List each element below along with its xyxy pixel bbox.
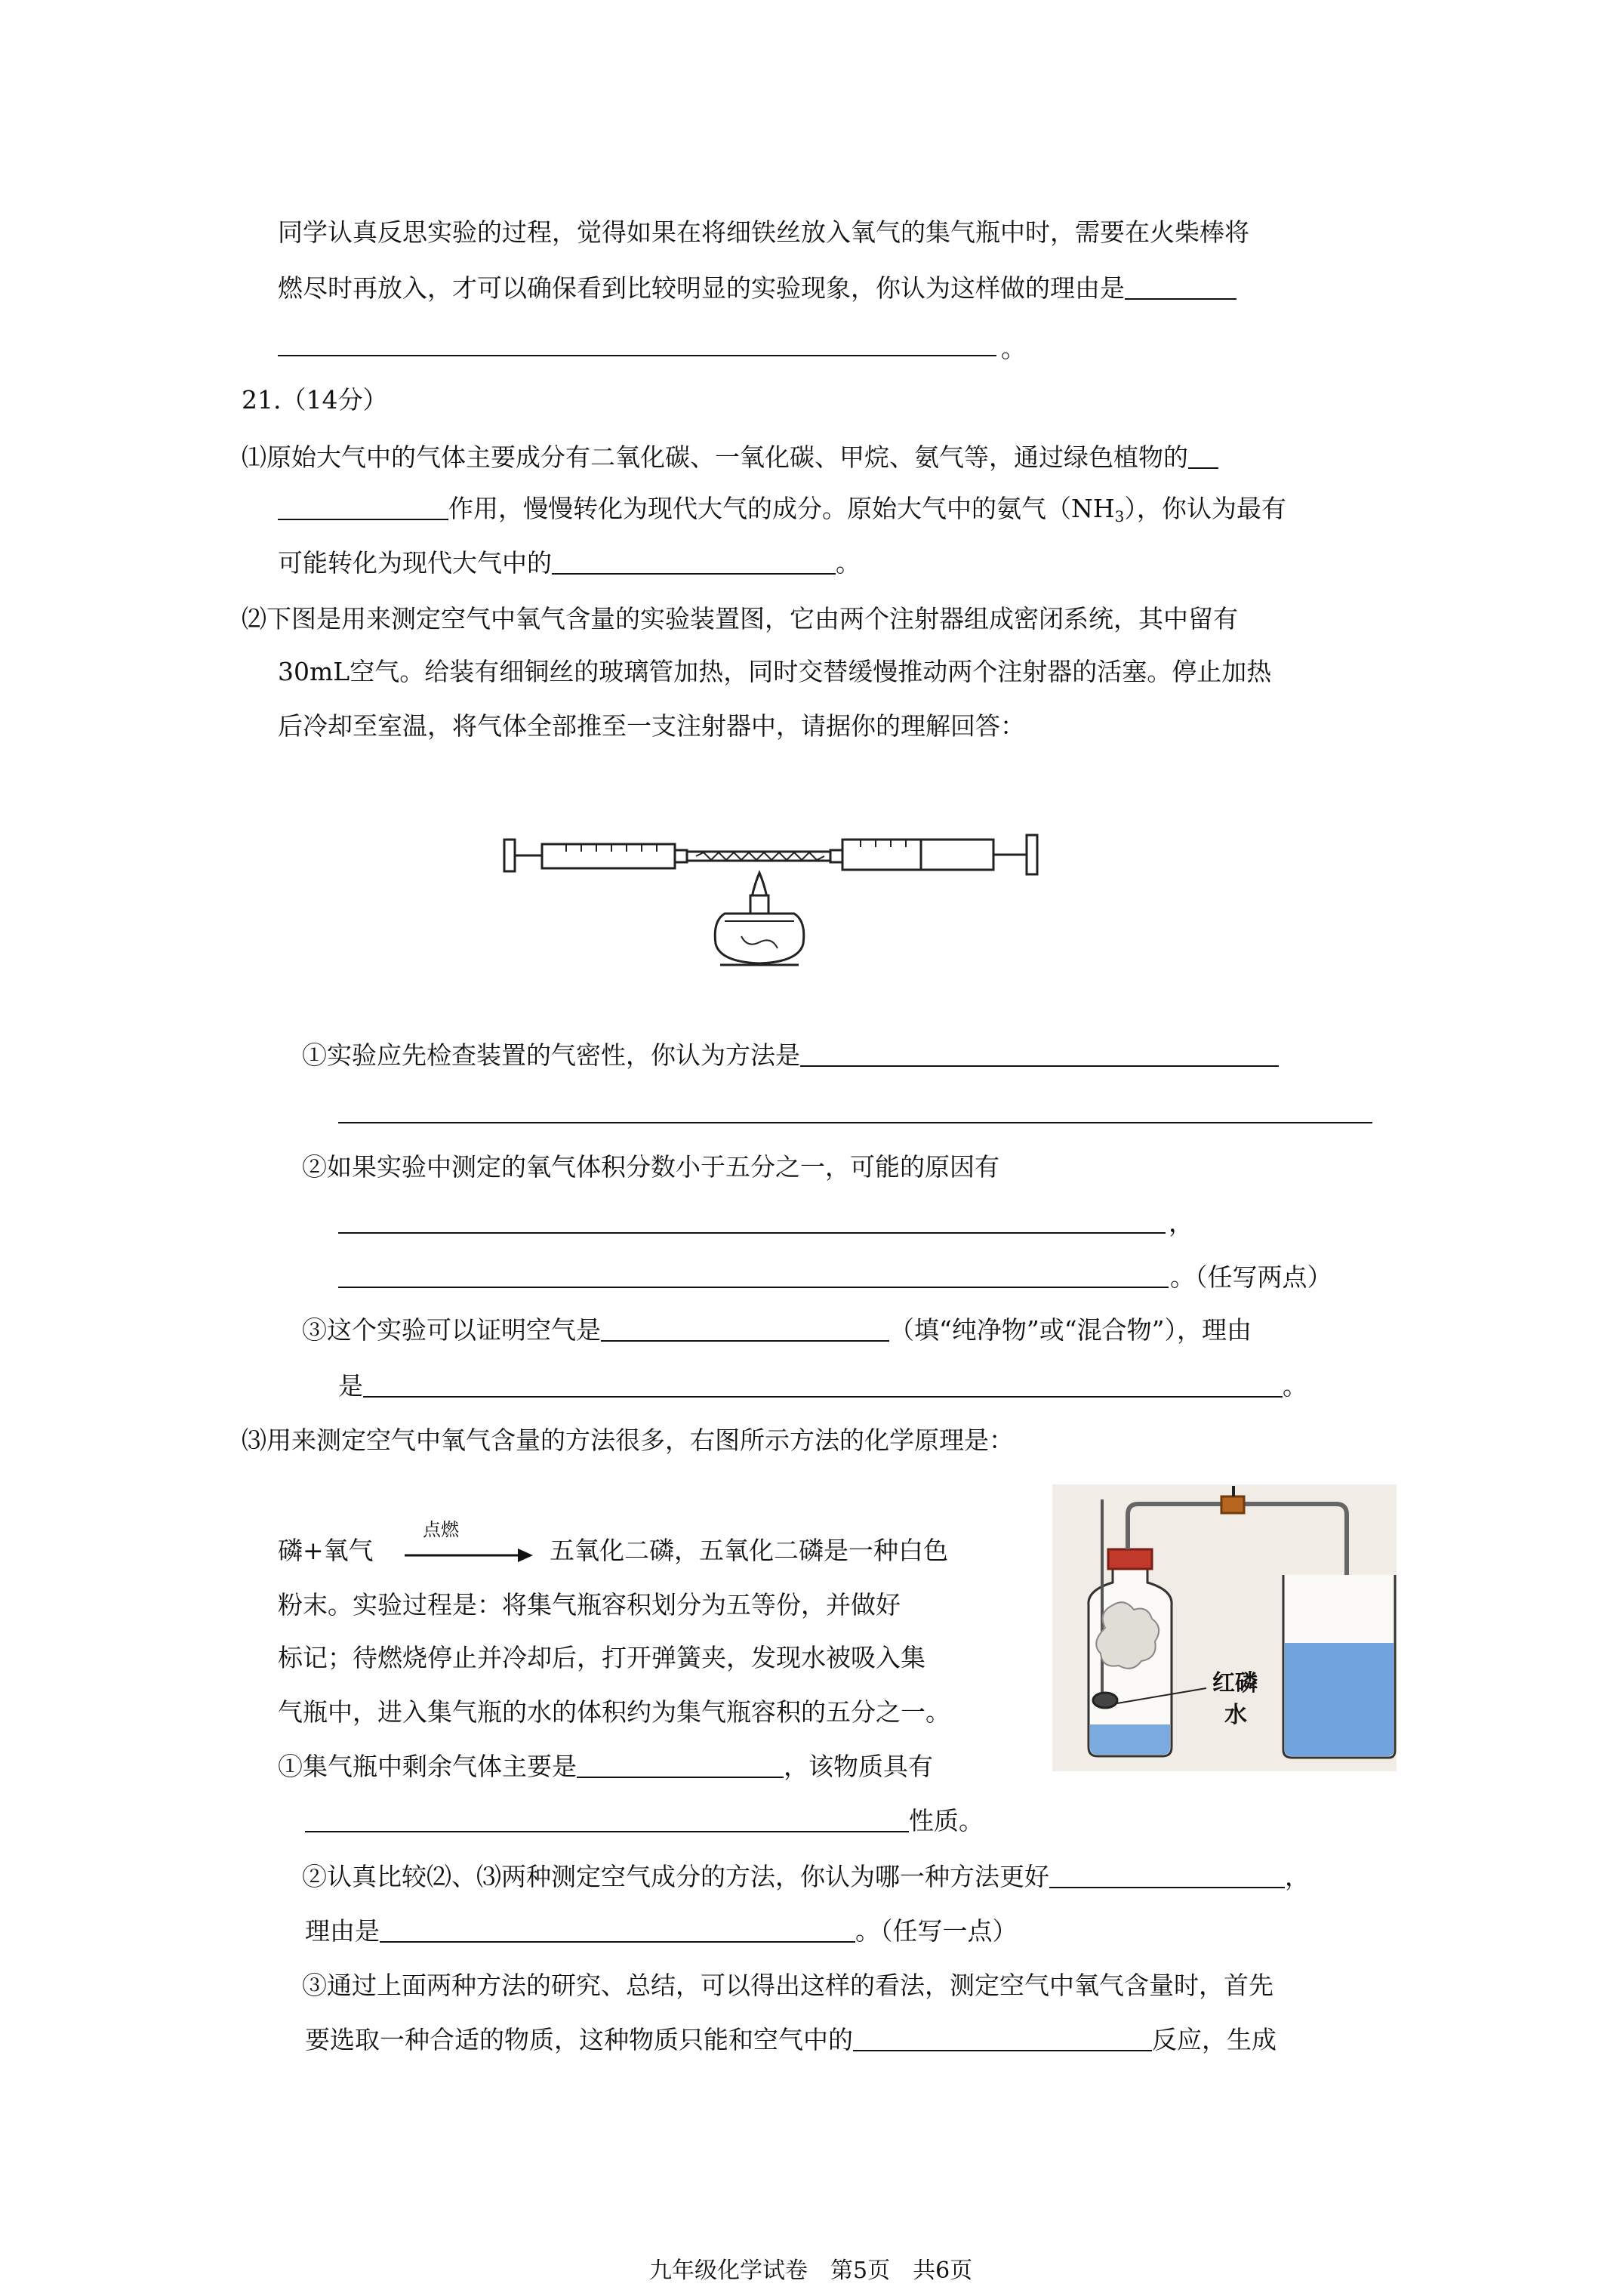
q21-p3-s1-line1 (278, 1750, 933, 1783)
q21-p2-s2-comma: ， (1169, 1208, 1193, 1237)
q21-p1-line2-text-a: 作用，慢慢转化为现代大气的成分。原始大气中的氨气（NH (448, 494, 1115, 523)
q21-p3-line5: 气瓶中，进入集气瓶的水的体积约为集气瓶容积的五分之一。 (278, 1697, 950, 1727)
q20-answer-blank-1[interactable] (1125, 273, 1236, 300)
q21-p2-s3-line2 (338, 1370, 1307, 1403)
q21-p3-s3-text-b: 要选取一种合适的物质，这种物质只能和空气中的 (305, 2025, 853, 2054)
q21-p1-line1-text: ⑴原始大气中的气体主要成分有二氧化碳、一氧化碳、甲烷、氨气等，通过绿色植物的 (242, 442, 1188, 472)
q21-p3-eq-right: 五氧化二磷，五氧化二磷是一种白色 (550, 1536, 948, 1565)
beaker-water (1285, 1643, 1394, 1756)
q21-p1-line3-end: 。 (836, 548, 861, 578)
page-footer: 九年级化学试卷 第5页 共6页 (649, 2257, 973, 2284)
rubber-stopper (1108, 1549, 1152, 1569)
q20-answer-blank-2[interactable] (278, 355, 996, 356)
q21-p1-line3-text: 可能转化为现代大气中的 (278, 548, 552, 578)
q21-p3-s1-text-a: ①集气瓶中剩余气体主要是 (278, 1752, 577, 1781)
q21-p3-s2-text-c: 理由是 (305, 1916, 380, 1946)
q21-p3-s2-blank-1[interactable] (1049, 1861, 1285, 1888)
q20-line2-text: 燃尽时再放入，才可以确保看到比较明显的实验现象，你认为这样做的理由是 (278, 273, 1125, 303)
q21-p2-line1: ⑵下图是用来测定空气中氧气含量的实验装置图，它由两个注射器组成密闭系统，其中留有 (242, 604, 1238, 633)
q21-p2-s1-blank-a[interactable] (800, 1040, 1279, 1067)
label-water: 水 (1224, 1702, 1247, 1728)
q21-p3-s2-line2 (305, 1915, 1018, 1948)
q21-p3-s3-line1: ③通过上面两种方法的研究、总结，可以得出这样的看法，测定空气中氧气含量时，首先 (302, 1971, 1273, 2000)
q20-line2 (278, 272, 1236, 305)
q21-p3-s2-text-d: 。（任写一点） (855, 1916, 1018, 1946)
q21-p2-s3-text-b: （填“纯净物”或“混合物”），理由 (889, 1315, 1252, 1345)
q21-p1-line3 (278, 547, 861, 580)
q21-p3-s2-text-a: ②认真比较⑵、⑶两种测定空气成分的方法，你认为哪一种方法更好 (302, 1862, 1049, 1891)
spring-clip-icon (1221, 1496, 1244, 1513)
q21-header: 21.（14分） (242, 385, 388, 415)
q21-p3-s3-blank[interactable] (853, 2024, 1152, 2051)
q21-p3-line4: 标记；待燃烧停止并冷却后，打开弹簧夹，发现水被吸入集 (278, 1643, 925, 1672)
q21-p2-s3-text-a: ③这个实验可以证明空气是 (302, 1315, 601, 1345)
q20-end-mark: 。 (1001, 334, 1026, 363)
q21-p2-s2-tail: 。（任写两点） (1170, 1262, 1332, 1292)
q20-line1: 同学认真反思实验的过程，觉得如果在将细铁丝放入氧气的集气瓶中时，需要在火柴棒将 (278, 217, 1249, 247)
q21-p3-line1: ⑶用来测定空气中氧气含量的方法很多，右图所示方法的化学原理是： (242, 1425, 1014, 1455)
q21-p2-s1-blank-b[interactable] (338, 1122, 1372, 1123)
q21-p3-s1-blank-2[interactable] (305, 1805, 909, 1832)
q21-p2-s1 (302, 1039, 1279, 1072)
q21-p1-blank-2[interactable] (552, 547, 836, 575)
q21-p3-s1-line2 (305, 1804, 984, 1838)
q21-p3-s1-text-c: 性质。 (909, 1806, 984, 1835)
q21-p3-s1-text-b: ，该物质具有 (784, 1752, 933, 1781)
q21-p2-s3-end: 。 (1283, 1371, 1307, 1401)
q21-p1-line2 (278, 492, 1286, 533)
syringe-apparatus-figure (498, 808, 1049, 989)
q21-p1-blank-1b[interactable] (278, 493, 448, 520)
q21-p2-s3-line1 (302, 1314, 1252, 1347)
q21-p2-line3: 后冷却至室温，将气体全部推至一支注射器中，请据你的理解回答： (278, 711, 1025, 741)
q21-p2-s2-blank-a[interactable] (338, 1232, 1166, 1234)
q21-p2-s3-text-c: 是 (338, 1371, 363, 1401)
q21-p3-eq-condition: 点燃 (423, 1519, 459, 1540)
q21-p2-s1-text: ①实验应先检查装置的气密性，你认为方法是 (302, 1040, 800, 1070)
q21-p2-line2: 30mL空气。给装有细铜丝的玻璃管加热，同时交替缓慢推动两个注射器的活塞。停止加热 (278, 657, 1272, 686)
q21-p2-s2: ②如果实验中测定的氧气体积分数小于五分之一，可能的原因有 (302, 1152, 999, 1182)
q21-p3-eq-left: 磷+氧气 (278, 1536, 374, 1565)
q21-p2-s2-blank-b[interactable] (338, 1287, 1169, 1288)
bottle-water (1090, 1724, 1170, 1755)
phosphorus-combustion-figure (1052, 1484, 1397, 1771)
q21-p2-s3-blank-2[interactable] (363, 1370, 1283, 1398)
q21-p3-s2-line1 (302, 1860, 1310, 1894)
q21-p3-s3-text-c: 反应，生成 (1152, 2025, 1277, 2054)
q21-p3-s1-blank-1[interactable] (577, 1751, 784, 1778)
q21-p3-s2-text-b: ， (1285, 1862, 1310, 1891)
reaction-arrow-icon (405, 1546, 534, 1564)
q21-p3-s2-blank-2[interactable] (380, 1915, 855, 1943)
q21-p1-subscript: 3 (1114, 507, 1125, 525)
q21-p1-blank-1a[interactable] (1188, 442, 1218, 469)
q21-p2-s3-blank-1[interactable] (601, 1314, 889, 1342)
q21-p3-line3: 粉末。实验过程是：将集气瓶容积划分为五等份，并做好 (278, 1590, 901, 1620)
q21-p1-line2-text-b: ），你认为最有 (1124, 494, 1286, 523)
q21-p3-s3-line2 (305, 2023, 1277, 2057)
label-red-phosphorus: 红磷 (1212, 1670, 1258, 1697)
q21-p1-line1 (242, 441, 1218, 474)
